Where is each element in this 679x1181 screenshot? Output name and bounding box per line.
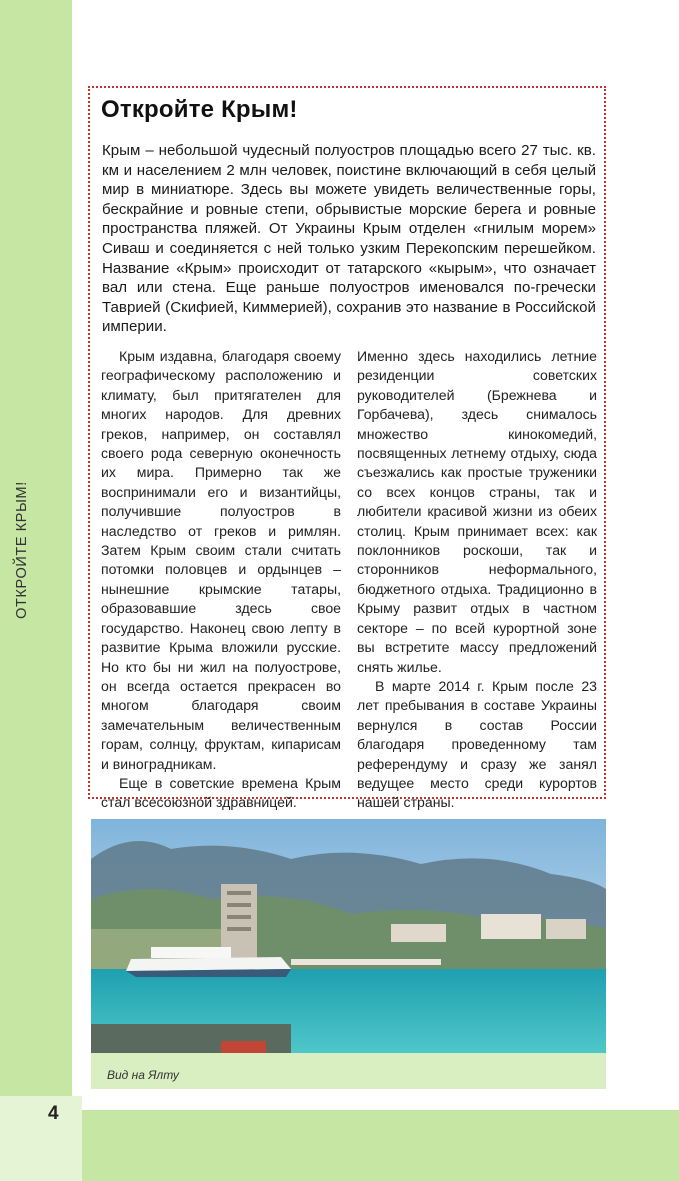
page-number: 4 xyxy=(48,1103,59,1124)
article-heading: Откройте Крым! xyxy=(101,96,298,123)
side-band xyxy=(0,0,72,1181)
paragraph: Именно здесь находились летние резиденции советских руководителей (Брежнева и Горбачева), здесь снималось множество кинокомедий, посвященных летнему отдыху, сюда съезжались как простые труженики со всех концов страны, так и любители красивой жизни из обеих столиц. Крым принимает всех: как поклонников роскоши, так и сторонников неформального, бюджетного отдыха. Традиционно в Крыму развит отдых в частном секторе – по всей курортной зоне вы встретите массу предложений снять жилье. xyxy=(357,348,597,675)
side-chapter-title: ОТКРОЙТЕ КРЫМ! xyxy=(14,481,30,619)
paragraph: Крым издавна, благодаря своему географическому расположению и климату, был притягателен для многих народов. Для древних греков, например, он составлял своего рода северную оконечность их мира. Примерно так же воспринимали его и византийцы, получившие полуостров в наследство от греков и римлян. Затем Крым своим стали считать потомки половцев и ордынцев – нынешние крымские татары, образовавшие здесь свое государство. Наконец свою лепту в развитие Крыма вложили русские. Но кто бы ни жил на полуострове, он всегда остается прекрасен во многом благодаря своим замечательным величественным горам, солнцу, фруктам, кипарисам и виноградникам. xyxy=(101,348,341,772)
paragraph: В марте 2014 г. Крым после 23 лет пребывания в составе Украины вернулся в состав России благодаря проведенному там референдуму и сразу же занял ведущее место среди курортов нашей страны. xyxy=(357,677,597,811)
paragraph: Еще в советские времена Крым стал всесоюзной здравницей. xyxy=(101,774,341,811)
text-column-right xyxy=(357,347,597,813)
lead-paragraph: Крым – небольшой чудесный полуостров площадью всего 27 тыс. кв. км и населением 2 млн человек, поистине включающий в себя целый мир в миниатюре. Здесь вы можете увидеть величественные горы, бескрайние и ровные степи, обрывистые морские берега и ровные пространства пляжей. От Украины Крым отделен «гнилым морем» Сиваш и соединяется с ней только узким Перекопским перешейком. Название «Крым» происходит от татарского «кырым», что означает вал или стена. Еще раньше полуостров именовался по-гречески Таврией (Скифией, Киммерией), сохранив это название в Российской империи. xyxy=(102,142,596,336)
photo-caption: Вид на Ялту xyxy=(107,1068,179,1082)
yalta-photo xyxy=(91,819,606,1053)
text-column-left xyxy=(101,347,341,813)
bottom-band xyxy=(72,1110,679,1181)
page-number-box xyxy=(0,1096,82,1181)
